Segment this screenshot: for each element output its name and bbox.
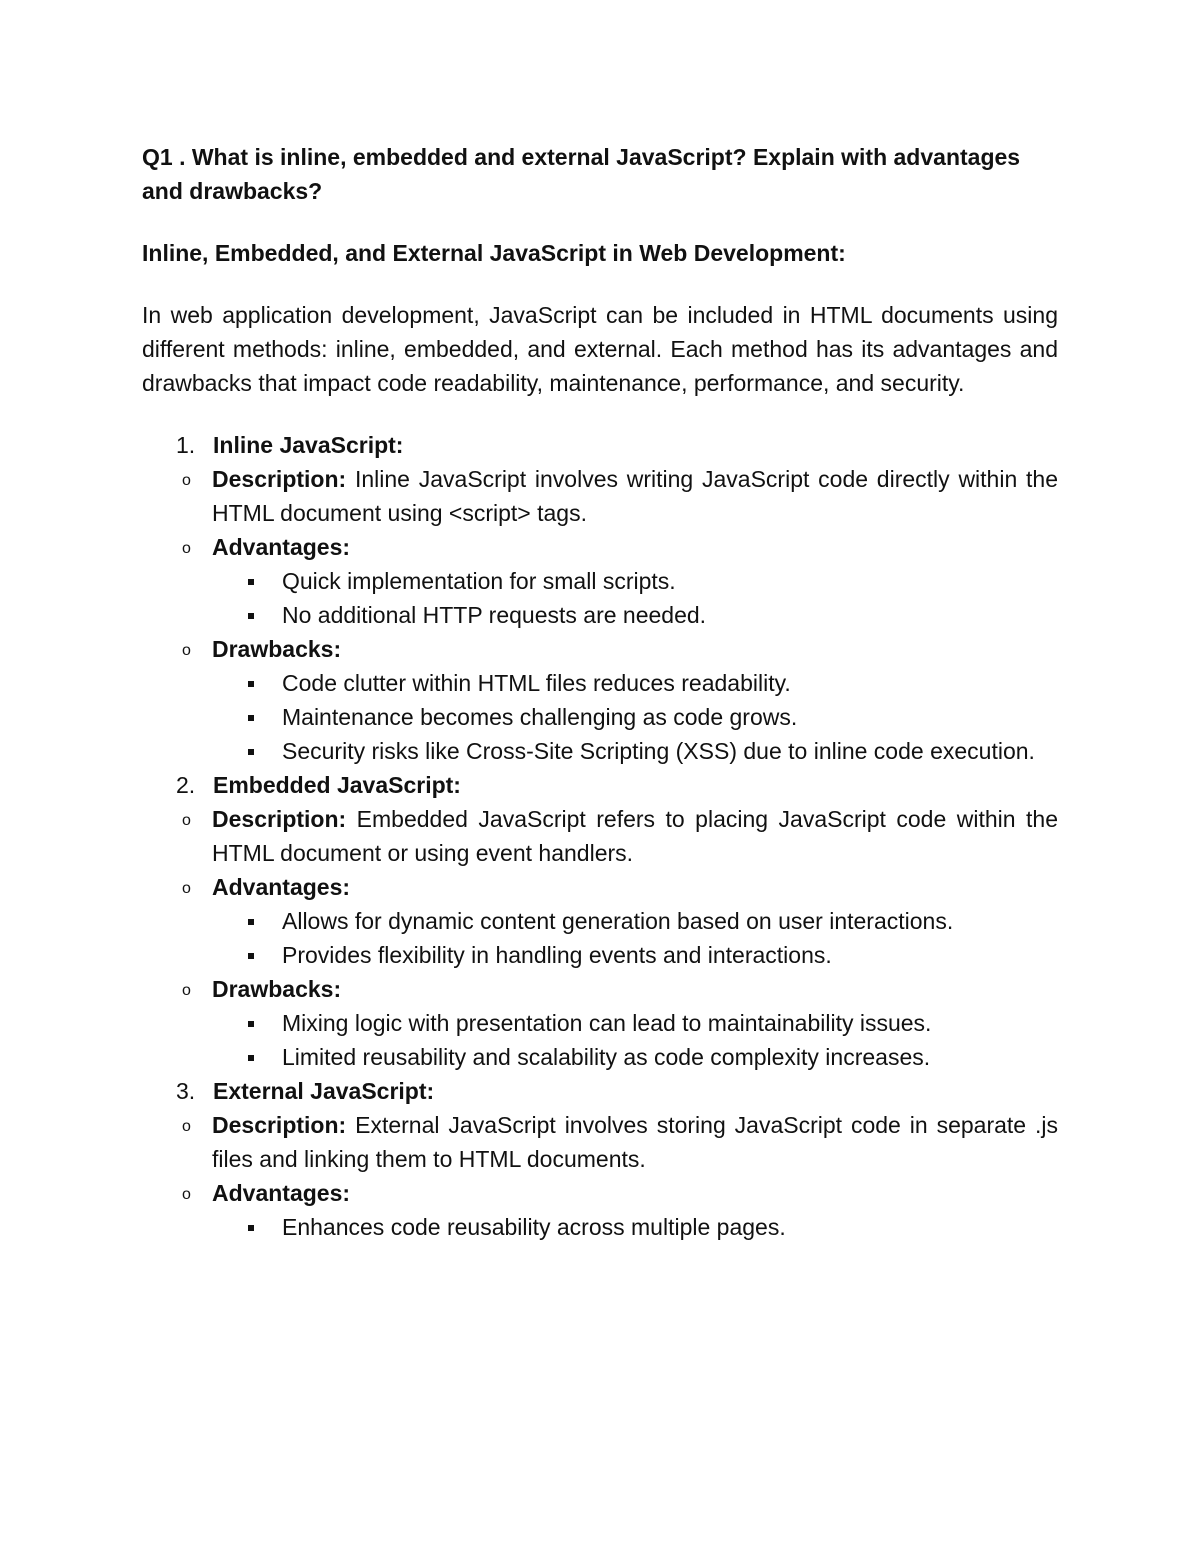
list-item-text: Maintenance becomes challenging as code grows. [282,704,798,730]
circle-bullet-icon: o [182,1118,191,1135]
list-item [142,938,1058,972]
square-bullet-icon [248,579,254,585]
advantages-label: Advantages: [212,534,351,560]
section-title: External JavaScript: [213,1078,435,1104]
circle-bullet-icon: o [182,472,191,489]
description-text: Embedded JavaScript refers to placing JavaScript code within the HTML document or using event handlers. [212,806,1058,866]
circle-bullet-icon: o [182,880,191,897]
square-bullet-icon [248,1055,254,1061]
list-item-text: Quick implementation for small scripts. [282,568,676,594]
description-item [142,462,1058,530]
description-text: External JavaScript involves storing JavaScript code in separate .js files and linking them to HTML documents. [212,1112,1059,1172]
list-item-text: Limited reusability and scalability as code complexity increases. [282,1044,931,1070]
list-item [142,700,1058,734]
list-item-text: Code clutter within HTML files reduces readability. [282,670,791,696]
list-item-text: Enhances code reusability across multiple pages. [282,1214,786,1240]
circle-bullet-icon: o [182,982,191,999]
list-item [142,666,1058,700]
advantages-item [142,870,1058,904]
square-bullet-icon [248,1021,254,1027]
section-number: 3. [176,1078,196,1104]
circle-bullet-icon: o [182,642,191,659]
section-inline [142,428,1058,462]
description-label: Description: [212,806,347,832]
circle-bullet-icon: o [182,812,191,829]
list-item [142,598,1058,632]
square-bullet-icon [248,681,254,687]
square-bullet-icon [248,1225,254,1231]
description-label: Description: [212,1112,347,1138]
drawbacks-item [142,972,1058,1006]
advantages-label: Advantages: [212,874,351,900]
section-external [142,1074,1058,1108]
advantages-item [142,530,1058,564]
circle-bullet-icon: o [182,1186,191,1203]
section-title: Embedded JavaScript: [213,772,461,798]
drawbacks-item [142,632,1058,666]
list-item [142,564,1058,598]
list-item-text: Allows for dynamic content generation based on user interactions. [282,908,954,934]
advantages-item [142,1176,1058,1210]
square-bullet-icon [248,919,254,925]
circle-bullet-icon: o [182,540,191,557]
list-item [142,904,1058,938]
list-item-text: Mixing logic with presentation can lead to maintainability issues. [282,1010,932,1036]
list-item [142,1006,1058,1040]
list-item [142,1040,1058,1074]
document-page [142,140,1058,1244]
square-bullet-icon [248,613,254,619]
drawbacks-label: Drawbacks: [212,636,342,662]
list-item [142,1210,1058,1244]
description-item [142,802,1058,870]
description-text: Inline JavaScript involves writing JavaScript code directly within the HTML document using <script> tags. [212,466,1058,526]
list-item-text: Security risks like Cross-Site Scripting (XSS) due to inline code execution. [282,738,1035,764]
square-bullet-icon [248,953,254,959]
list-item-text: No additional HTTP requests are needed. [282,602,707,628]
square-bullet-icon [248,715,254,721]
section-number: 1. [176,432,196,458]
square-bullet-icon [248,749,254,755]
advantages-label: Advantages: [212,1180,351,1206]
description-label: Description: [212,466,347,492]
intro-paragraph: In web application development, JavaScript can be included in HTML documents using different methods: inline, embedded, and external. Each method has its advantages and drawbacks that impact code readability, maintenance, performance, and security. [142,302,1058,396]
drawbacks-label: Drawbacks: [212,976,342,1002]
list-item [142,734,1058,768]
section-title: Inline JavaScript: [213,432,404,458]
list-item-text: Provides flexibility in handling events and interactions. [282,942,832,968]
description-item [142,1108,1058,1176]
section-number: 2. [176,772,196,798]
section-embedded [142,768,1058,802]
question-heading: Q1 . What is inline, embedded and external JavaScript? Explain with advantages and drawbacks? [142,144,1021,204]
section-heading: Inline, Embedded, and External JavaScript in Web Development: [142,240,846,266]
